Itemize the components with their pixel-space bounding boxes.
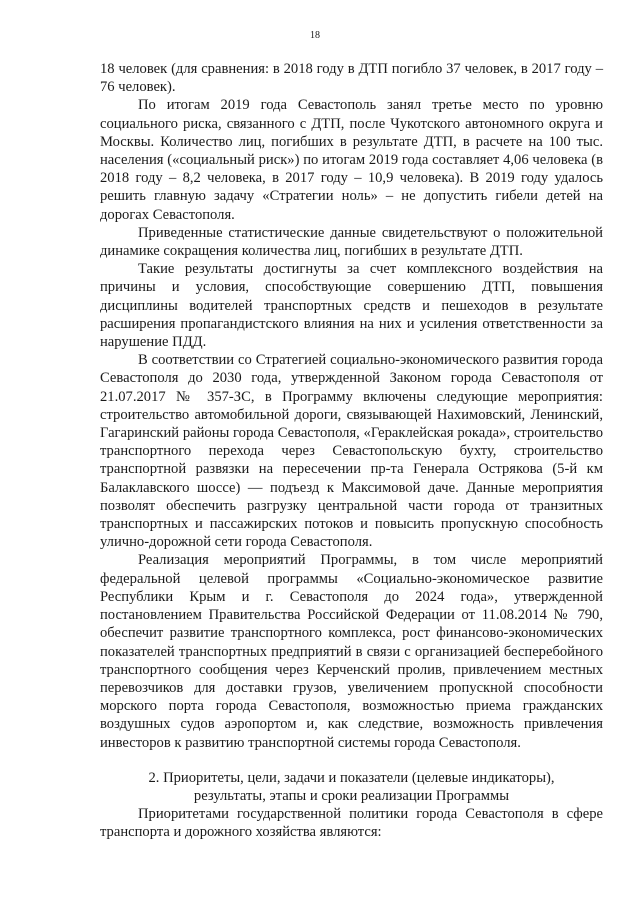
section-heading-line-1: 2. Приоритеты, цели, задачи и показатели (целевые индикаторы), — [148, 769, 555, 786]
section-heading — [100, 769, 603, 805]
section-heading-line-2: результаты, этапы и сроки реализации Программы — [193, 787, 510, 804]
document-body — [100, 60, 603, 842]
paragraph-social-risk: По итогам 2019 года Севастополь занял третье место по уровню социального риска, связанного с ДТП, после Чукотского автономного округа и Москвы. Количество лиц, погибших в результате ДТП, в расчете на 100 тыс. населения («социальный риск») по итогам 2019 года составляет 4,06 человека (в 2018 году – 8,2 человека, в 2017 году – 10,9 человека). В 2019 году удалось решить главную задачу «Стратегии ноль» – не допустить гибели детей на дорогах Севастополя. — [100, 97, 603, 223]
paragraph-strategy: В соответствии со Стратегией социально-экономического развития города Севастополя до 2030 года, утвержденной Законом города Севастополя от 21.07.2017 № 357-ЗС, в Программу включены следующие мероприятия: строительство автомобильной дороги, связывающей Нахимовский, Ленинский, Гагаринский районы города Севастополя, «Гераклейская рокада», строительство транспортного перехода через Севастопольскую бухту, строительство транспортной развязки на пересечении пр-та Генерала Острякова (5-й км Балаклавского шоссе) — подъезд к Максимовой даче. Данные мероприятия позволят обеспечить разгрузку центральной части города от транзитных транспортных и пассажирских потоков и повысить пропускную способность улично-дорожной сети города Севастополя. — [100, 352, 603, 551]
page-number: 18 — [310, 30, 320, 41]
paragraph-continuation: 18 человек (для сравнения: в 2018 году в ДТП погибло 37 человек, в 2017 году – 76 человек). — [100, 61, 603, 96]
paragraph-priorities: Приоритетами государственной политики города Севастополя в сфере транспорта и дорожного хозяйства являются: — [100, 806, 603, 841]
paragraph-statistics: Приведенные статистические данные свидетельствуют о положительной динамике сокращения количества лиц, погибших в результате ДТП. — [100, 224, 603, 260]
paragraph-implementation: Реализация мероприятий Программы, в том числе мероприятий федеральной целевой программы «Социально-экономическое развитие Республики Крым и г. Севастополя до 2024 года», утвержденной постановлением Правительства Российской Федерации от 11.08.2014 № 790, обеспечит развитие транспортного комплекса, рост финансово-экономических показателей транспортных предприятий в связи с организацией бесперебойного транспортного сообщения через Керченский пролив, привлечением местных перевозчиков для доставки грузов, увеличением пропускной способности морского порта города Севастополя, возможностью приема гражданских воздушных судов аэропортом и, как следствие, возможность привлечения инвесторов к развитию транспортной системы города Севастополя. — [100, 552, 603, 751]
paragraph-results: Такие результаты достигнуты за счет комплексного воздействия на причины и условия, способствующие совершению ДТП, повышения дисциплины водителей транспортных средств и пешеходов в результате расширения пропагандистского влияния на них и усиления ответственности за нарушение ПДД. — [100, 261, 603, 351]
